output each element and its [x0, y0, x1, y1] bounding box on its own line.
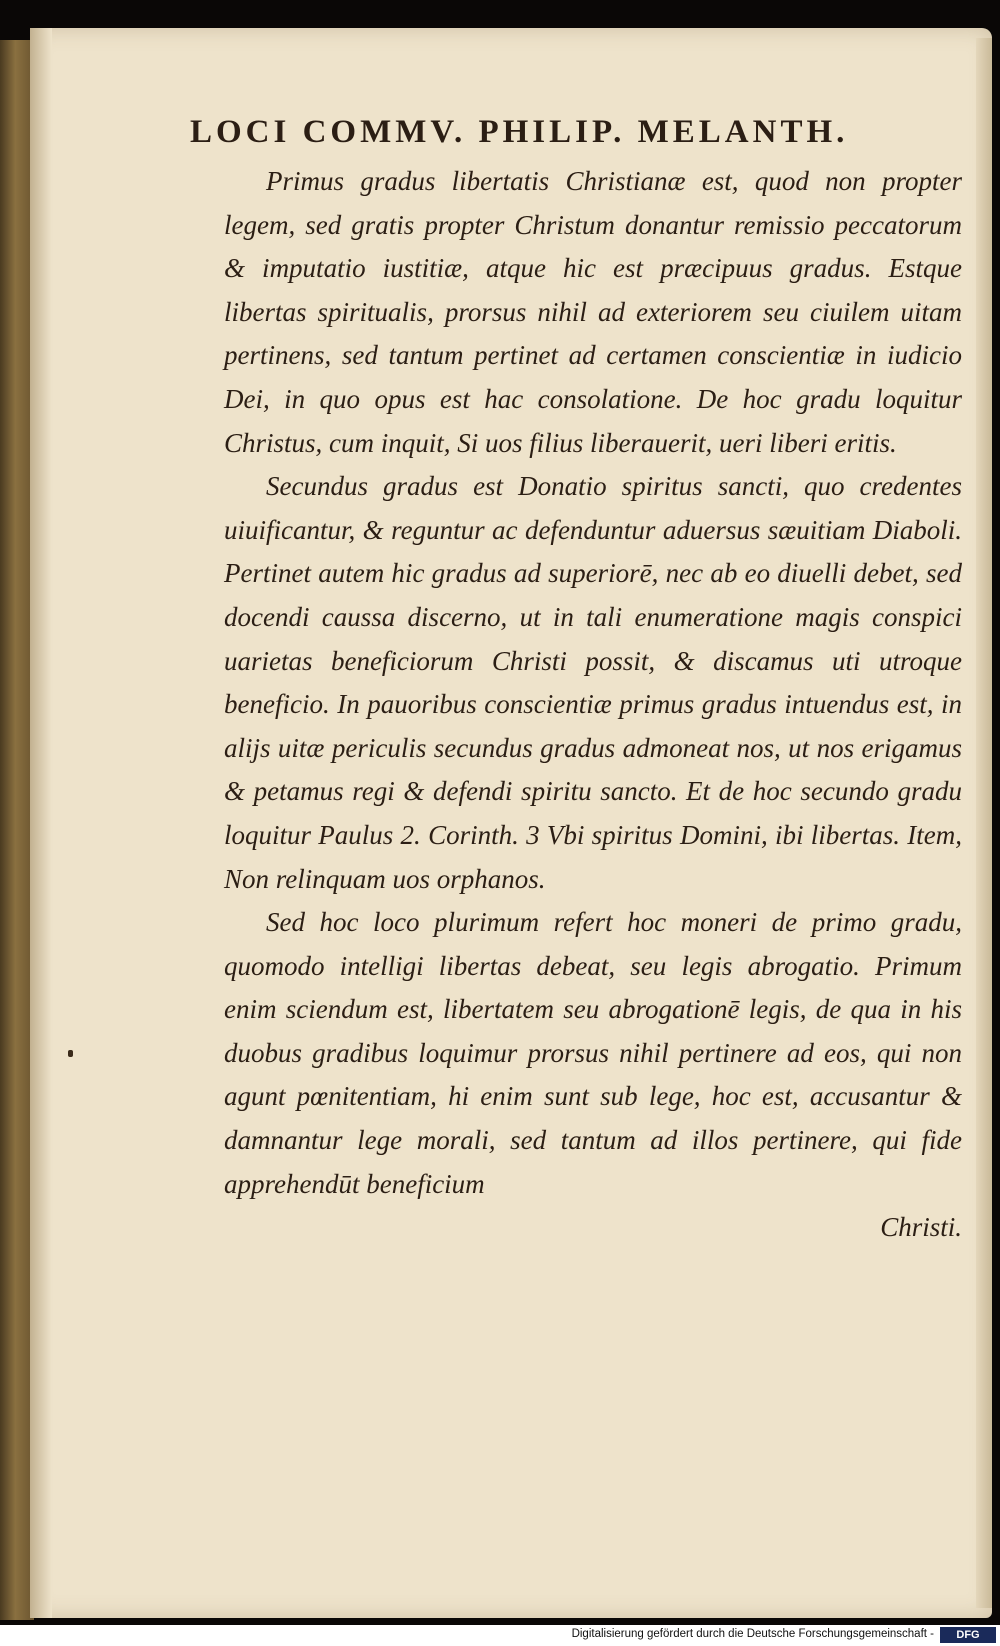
book-cover-edge [0, 40, 34, 1620]
ink-speck [68, 1050, 73, 1057]
catchword: Christi. [880, 1212, 962, 1243]
paragraph-3: Sed hoc loco plurimum refert hoc moneri de primo gradu, quomodo intelligi libertas debeat, seu legis abrogatio. Primum enim sciendum est, libertatem seu abrogationē legis, de qua in his duobus gradibus loquimur prorsus nihil pertinere ad eos, qui non agunt pœnitentiam, hi enim sunt sub lege, hoc est, accusantur & damnantur lege morali, sed tantum ad illos pertinere, qui fide apprehendūt beneficium [224, 907, 962, 1199]
dfg-logo-icon: DFG [940, 1627, 996, 1643]
page-body [224, 160, 962, 1250]
paragraph-1: Primus gradus libertatis Christianæ est, quod non propter legem, sed gratis propter Christum donantur remissio peccatorum & imputatio iustitiæ, atque hic est præcipuus gradus. Estque libertas spiritualis, prorsus nihil ad exteriorem seu ciuilem uitam pertinens, sed tantum pertinet ad certamen conscientiæ in iudicio Dei, in quo opus est hac consolatione. De hoc gradu loquitur Christus, cum inquit, Si uos filius liberauerit, ueri liberi eritis. [224, 166, 962, 458]
footer-bar [0, 1625, 1000, 1646]
funding-credit: Digitalisierung gefördert durch die Deutsche Forschungsgemeinschaft - [571, 1628, 934, 1640]
paragraph-2: Secundus gradus est Donatio spiritus sancti, quo credentes uiuificantur, & reguntur ac defenduntur aduersus sæuitiam Diaboli. Pertinet autem hic gradus ad superiorē, nec ab eo diuelli debet, sed docendi caussa discerno, ut in tali enumeratione magis conspici uarietas beneficiorum Christi possit, & discamus uti utroque beneficio. In pauoribus conscientiæ primus gradus intuendus est, in alijs uitæ periculis secundus gradus admoneat nos, ut nos erigamus & petamus regi & defendi spiritu sancto. Et de hoc secundo gradu loquitur Paulus 2. Corinth. 3 Vbi spiritus Domini, ibi libertas. Item, Non relinquam uos orphanos. [224, 471, 962, 894]
page-edge [976, 38, 992, 1608]
running-header: LOCI COMMV. PHILIP. MELANTH. [190, 114, 849, 150]
page-gutter [30, 28, 52, 1618]
